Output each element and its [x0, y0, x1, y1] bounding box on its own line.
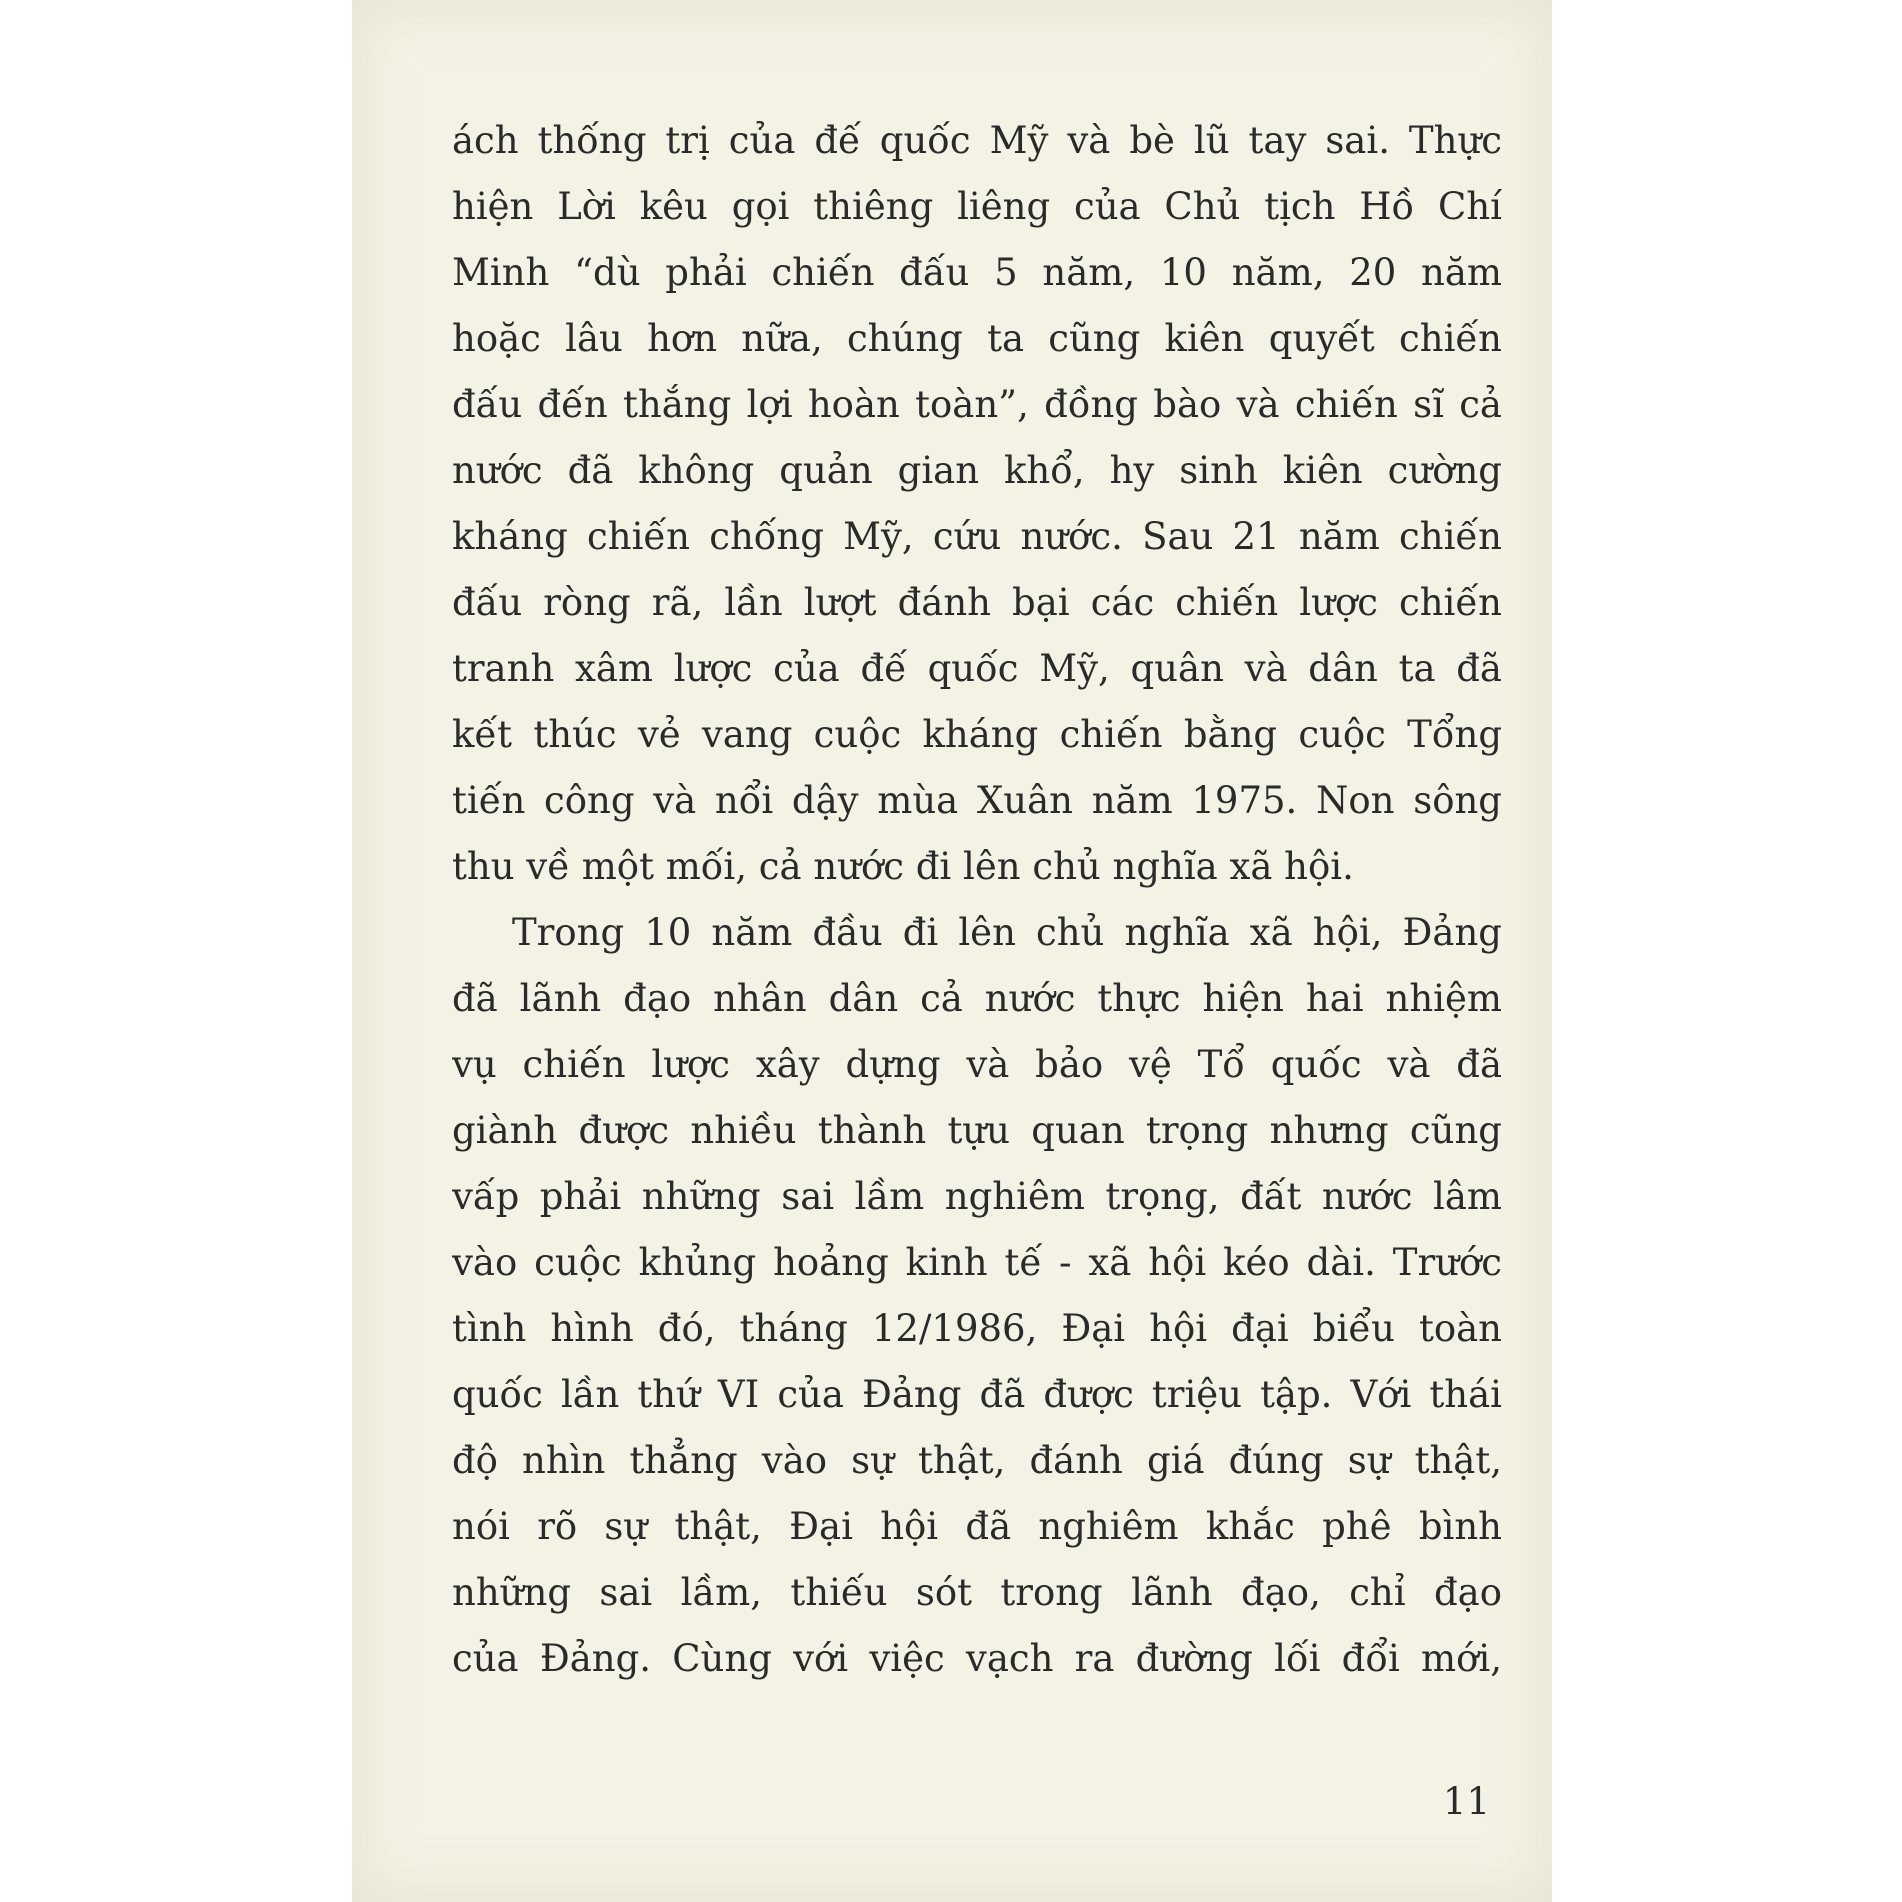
text-line: đấu đến thắng lợi hoàn toàn”, đồng bào và chiến sĩ cả: [452, 383, 1502, 426]
text-line: tiến công và nổi dậy mùa Xuân năm 1975. Non sông: [452, 779, 1502, 822]
text-line: Minh “dù phải chiến đấu 5 năm, 10 năm, 20 năm: [452, 251, 1502, 294]
text-line: hiện Lời kêu gọi thiêng liêng của Chủ tịch Hồ Chí: [452, 185, 1502, 228]
text-line: đã lãnh đạo nhân dân cả nước thực hiện hai nhiệm: [452, 977, 1502, 1020]
text-line: giành được nhiều thành tựu quan trọng nhưng cũng: [452, 1109, 1502, 1152]
book-page: [352, 0, 1552, 1902]
text-line: kết thúc vẻ vang cuộc kháng chiến bằng cuộc Tổng: [452, 713, 1502, 756]
text-line: vào cuộc khủng hoảng kinh tế - xã hội kéo dài. Trước: [452, 1241, 1502, 1284]
paragraph-end-line: thu về một mối, cả nước đi lên chủ nghĩa xã hội.: [452, 845, 1354, 888]
text-line: ách thống trị của đế quốc Mỹ và bè lũ tay sai. Thực: [452, 119, 1502, 162]
text-line: tranh xâm lược của đế quốc Mỹ, quân và dân ta đã: [452, 647, 1502, 690]
text-line: của Đảng. Cùng với việc vạch ra đường lối đổi mới,: [452, 1637, 1502, 1680]
text-line: quốc lần thứ VI của Đảng đã được triệu tập. Với thái: [452, 1373, 1502, 1416]
paragraph-start-line: Trong 10 năm đầu đi lên chủ nghĩa xã hội, Đảng: [512, 911, 1502, 954]
body-text: [452, 108, 1502, 1692]
text-line: tình hình đó, tháng 12/1986, Đại hội đại biểu toàn: [452, 1307, 1502, 1350]
text-line: kháng chiến chống Mỹ, cứu nước. Sau 21 năm chiến: [452, 515, 1502, 558]
text-line: vấp phải những sai lầm nghiêm trọng, đất nước lâm: [452, 1175, 1502, 1218]
text-line: những sai lầm, thiếu sót trong lãnh đạo, chỉ đạo: [452, 1571, 1502, 1614]
text-line: nói rõ sự thật, Đại hội đã nghiêm khắc phê bình: [452, 1505, 1502, 1548]
text-line: đấu ròng rã, lần lượt đánh bại các chiến lược chiến: [452, 581, 1502, 624]
text-line: độ nhìn thẳng vào sự thật, đánh giá đúng sự thật,: [452, 1439, 1502, 1482]
page-number: 11: [1442, 1780, 1490, 1823]
text-line: nước đã không quản gian khổ, hy sinh kiên cường: [452, 449, 1502, 492]
text-line: vụ chiến lược xây dựng và bảo vệ Tổ quốc và đã: [452, 1043, 1502, 1086]
text-line: hoặc lâu hơn nữa, chúng ta cũng kiên quyết chiến: [452, 317, 1502, 360]
